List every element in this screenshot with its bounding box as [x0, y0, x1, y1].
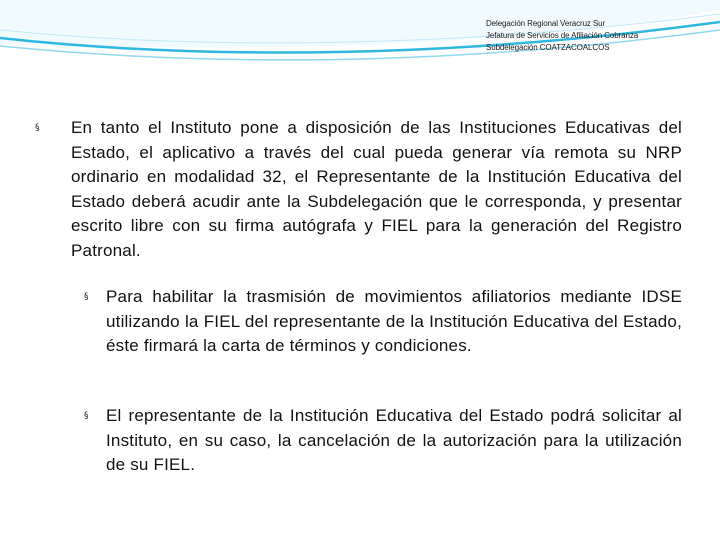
header-line-subdelegation: Subdelegación COATZACOALCOS — [486, 43, 610, 52]
bullet-icon: § — [84, 411, 89, 421]
header-line-delegation: Delegación Regional Veracruz Sur — [486, 19, 606, 28]
bullet-icon: § — [84, 292, 89, 302]
header-institution-block — [486, 18, 706, 54]
paragraph-main: En tanto el Instituto pone a disposición de las Instituciones Educativas del Estado, el aplicativo a través del cual pueda generar vía remota su NRP ordinario en modalidad 32, el Representante de la Institución Educativa del Estado deberá acudir ante la Subdelegación que le corresponda, y presentar escrito libre con su firma autógrafa y FIEL para la generación del Registro Patronal. — [71, 118, 682, 260]
paragraph-sub-idse: Para habilitar la trasmisión de movimientos afiliatorios mediante IDSE utilizando la FIEL del representante de la Institución Educativa del Estado, éste firmará la carta de términos y condiciones. — [106, 287, 682, 355]
header-line-department: Jefatura de Servicios de Afiliación Cobranza — [486, 31, 639, 40]
bullet-icon: § — [35, 123, 40, 133]
paragraph-sub-cancelacion: El representante de la Institución Educativa del Estado podrá solicitar al Instituto, en su caso, la cancelación de la autorización para la utilización de su FIEL. — [106, 406, 682, 474]
